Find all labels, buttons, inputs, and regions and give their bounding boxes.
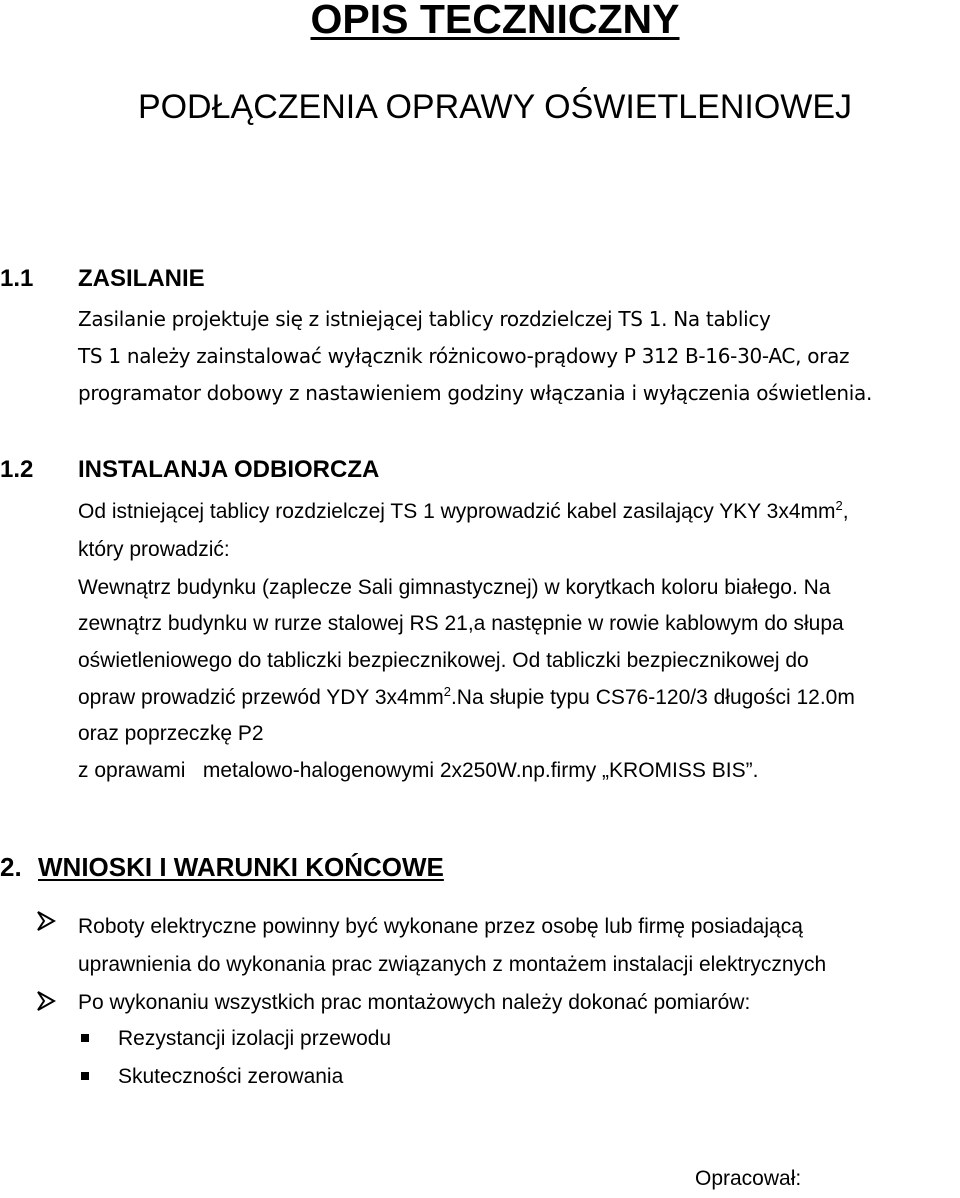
section-1-2-line: Wewnątrz budynku (zaplecze Sali gimnastycznej) w korytkach koloru białego. Na	[78, 576, 831, 599]
superscript: 2	[835, 498, 843, 513]
section-1-2-line	[78, 680, 855, 716]
section-1-1-heading: ZASILANIE	[78, 265, 205, 292]
document-subtitle: PODŁĄCZENIA OPRAWY OŚWIETLENIOWEJ	[137, 88, 853, 126]
section-1-1-number: 1.1	[0, 265, 34, 292]
section-1-2-line: oświetleniowego do tabliczki bezpiecznikowej. Od tabliczki bezpiecznikowej do	[78, 649, 809, 672]
superscript: 2	[443, 684, 451, 699]
section-1-1-line: programator dobowy z nastawieniem godziny włączania i wyłączenia oświetlenia.	[78, 381, 873, 405]
square-bullet-icon	[81, 1034, 89, 1042]
section-1-2-line: oraz poprzeczkę P2	[78, 722, 264, 745]
line-text: opraw prowadzić przewód YDY 3x4mm	[78, 686, 444, 709]
arrow-bullet-icon	[36, 990, 56, 1018]
section-1-1-line: Zasilanie projektuje się z istniejącej tablicy rozdzielczej TS 1. Na tablicy	[78, 307, 771, 331]
line-tail: ,	[842, 500, 849, 523]
bullet-2-line: Po wykonaniu wszystkich prac montażowych należy dokonać pomiarów:	[78, 991, 751, 1014]
line-text: Od istniejącej tablicy rozdzielczej TS 1 wyprowadzić kabel zasilający YKY 3x4mm	[78, 500, 836, 523]
section-1-2-line	[78, 494, 849, 530]
arrow-bullet-icon	[36, 910, 56, 938]
section-1-2-line: który prowadzić:	[78, 538, 230, 561]
section-1-2-line: z oprawami metalowo-halogenowymi 2x250W.np.firmy „KROMISS BIS”.	[78, 759, 759, 782]
section-1-2-heading: INSTALANJA ODBIORCZA	[78, 456, 380, 483]
section-1-2-line: zewnątrz budynku w rurze stalowej RS 21,a następnie w rowie kablowym do słupa	[78, 612, 844, 635]
section-2-number: 2.	[0, 852, 22, 882]
document-title: OPIS TECZNICZNY	[310, 0, 680, 42]
sub-bullet-item: Skuteczności zerowania	[118, 1065, 344, 1088]
section-2-heading: WNIOSKI I WARUNKI KOŃCOWE	[38, 852, 444, 882]
section-1-2-number: 1.2	[0, 456, 34, 483]
bullet-1-line: uprawnienia do wykonania prac związanych z montażem instalacji elektrycznych	[78, 953, 827, 976]
prepared-by-label: Opracował:	[695, 1167, 802, 1190]
section-1-1-line: TS 1 należy zainstalować wyłącznik różnicowo-prądowy P 312 B-16-30-AC, oraz	[78, 344, 850, 368]
sub-bullet-item: Rezystancji izolacji przewodu	[118, 1027, 392, 1050]
square-bullet-icon	[81, 1072, 89, 1080]
bullet-1-line: Roboty elektryczne powinny być wykonane przez osobę lub firmę posiadającą	[78, 915, 803, 938]
line-tail: .Na słupie typu CS76-120/3 długości 12.0m	[450, 686, 855, 709]
